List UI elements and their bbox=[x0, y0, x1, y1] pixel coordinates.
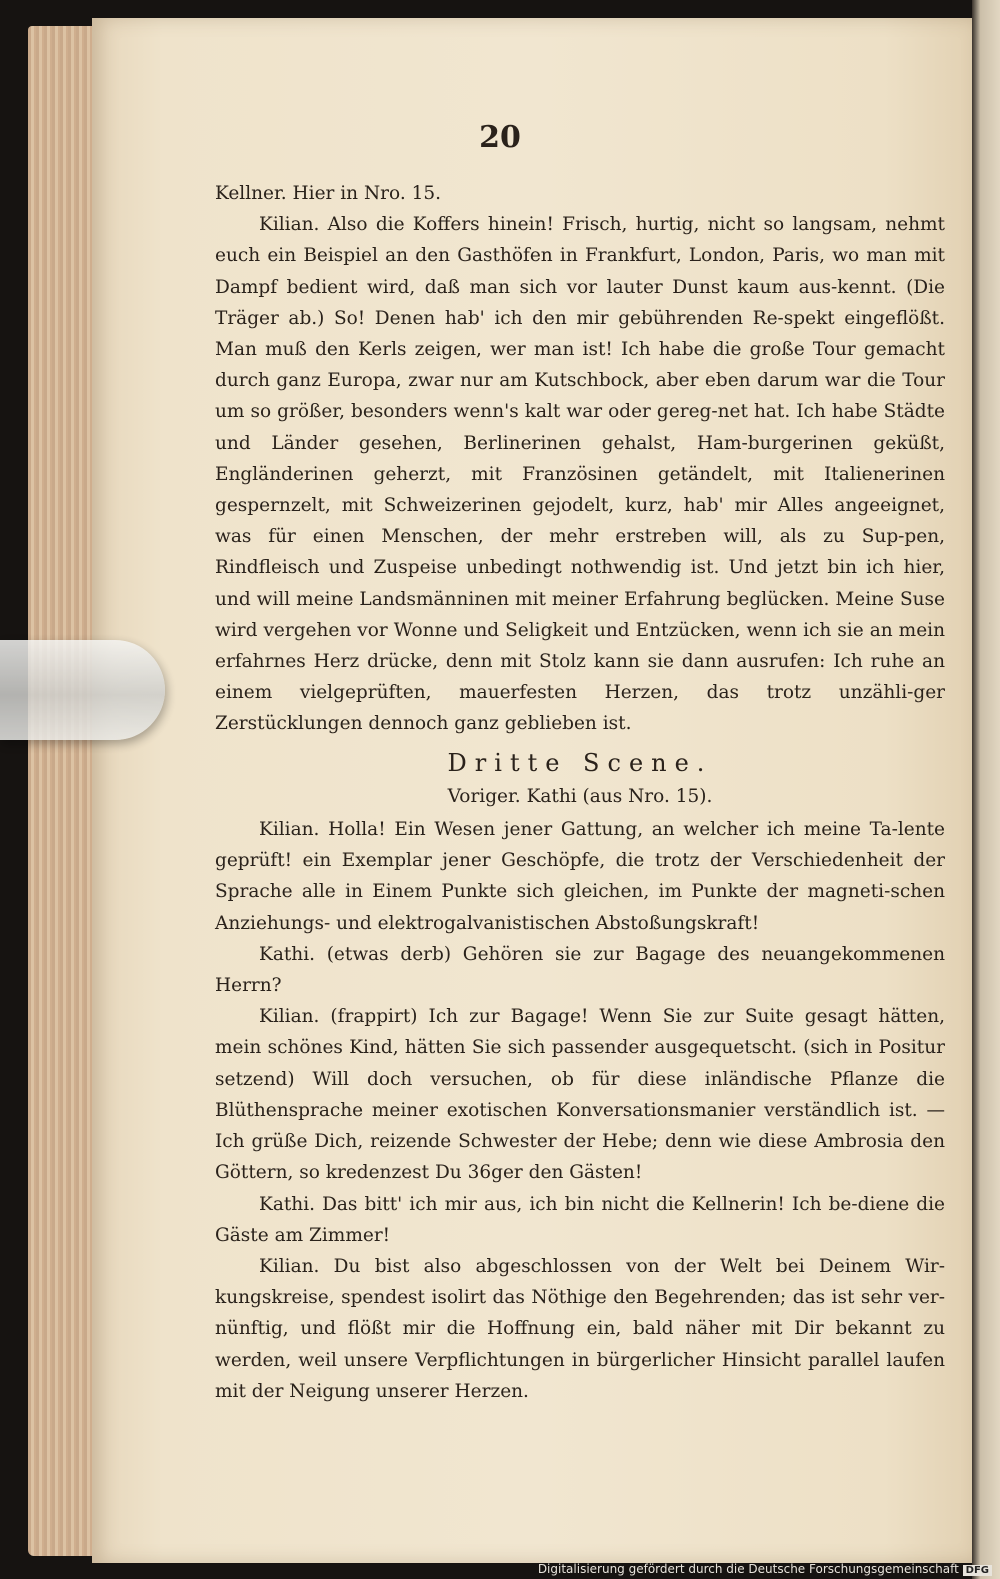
paragraph-kellner: Kellner. Hier in Nro. 15. bbox=[215, 183, 442, 204]
scene-title: Dritte Scene. bbox=[447, 748, 713, 777]
facing-page-edge bbox=[972, 0, 1000, 1579]
page-number: 20 bbox=[479, 120, 521, 155]
scanner-clamp bbox=[0, 640, 165, 740]
digitization-credit bbox=[538, 1562, 992, 1576]
scene-cast: Voriger. Kathi (aus Nro. 15). bbox=[447, 785, 713, 807]
dfg-logo: DFG bbox=[963, 1565, 992, 1576]
dialogue-line: Kilian. Du bist also abgeschlossen von der Welt bei Deinem Wir-kungskreise, spendest isolirt das Nöthige den Begehrenden; das ist sehr ver-nünftig, und flößt mir die Hoffnung ein, bald näher mit Dir bekannt zu werden, weil unsere Verpflichtungen in bürgerlicher Hinsicht parallel laufen mit der Neigung unserer Herzen. bbox=[215, 1255, 945, 1402]
page-body bbox=[215, 178, 945, 1407]
dialogue-line: Kathi. (etwas derb) Gehören sie zur Bagage des neuangekommenen Herrn? bbox=[215, 943, 945, 997]
dialogue-line: Kilian. (frappirt) Ich zur Bagage! Wenn Sie zur Suite gesagt hätten, mein schönes Kind, hätten Sie sich passender ausgequetscht. (sich in Positur setzend) Will doch versuchen, ob für diese inländische Pflanze die Blüthensprache meiner exotischen Konversationsmanier verständlich ist. — Ich grüße Dich, reizende Schwester der Hebe; denn wie diese Ambrosia den Göttern, so kredenzest Du 36ger den Gästen! bbox=[215, 1006, 945, 1184]
paragraph-kilian-monologue: Kilian. Also die Koffers hinein! Frisch, hurtig, nicht so langsam, nehmt euch ein Beispiel an den Gasthöfen in Frankfurt, London, Paris, wo man mit Dampf bedient wird, daß man sich vor lauter Dunst kaum aus-kennt. (Die Träger ab.) So! Denen hab' ich den mir gebührenden Re-spekt eingeflößt. Man muß den Kerls zeigen, wer man ist! Ich habe die große Tour gemacht durch ganz Europa, zwar nur am Kutschbock, aber eben darum war die Tour um so größer, besonders wenn's kalt war oder gereg-net hat. Ich habe Städte und Länder gesehen, Berlinerinen gehalst, Ham-burgerinen geküßt, Engländerinen geherzt, mit Französinen getändelt, mit Italienerinen gespernzelt, mit Schweizerinen gejodelt, kurz, hab' mir Alles angeeignet, was für einen Menschen, der mehr erstreben will, als zu Sup-pen, Rindfleisch und Zuspeise unbedingt nothwendig ist. Und jetzt bin ich hier, und will meine Landsmänninen mit meiner Erfahrung beglücken. Meine Suse wird vergehen vor Wonne und Seligkeit und Entzücken, wenn ich sie an mein erfahrnes Herz drücke, denn mit Stolz kann sie dann ausrufen: Ich ruhe an einem vielgeprüften, mauerfesten Herzen, das trotz unzähli-ger Zerstücklungen dennoch ganz geblieben ist. bbox=[215, 214, 945, 735]
dialogue-line: Kathi. Das bitt' ich mir aus, ich bin nicht die Kellnerin! Ich be-diene die Gäste am Zimmer! bbox=[215, 1193, 945, 1246]
page-stack-edge bbox=[28, 26, 100, 1556]
dialogue-line: Kilian. Holla! Ein Wesen jener Gattung, an welcher ich meine Ta-lente geprüft! ein Exemplar jener Geschöpfe, die trotz der Verschiedenheit der Sprache alle in Einem Punkte sich gleichen, im Punkte der magneti-schen Anziehungs- und elektrogalvanistischen Abstoßungskraft! bbox=[215, 819, 945, 934]
credit-text: Digitalisierung gefördert durch die Deutsche Forschungsgemeinschaft bbox=[537, 1562, 959, 1576]
